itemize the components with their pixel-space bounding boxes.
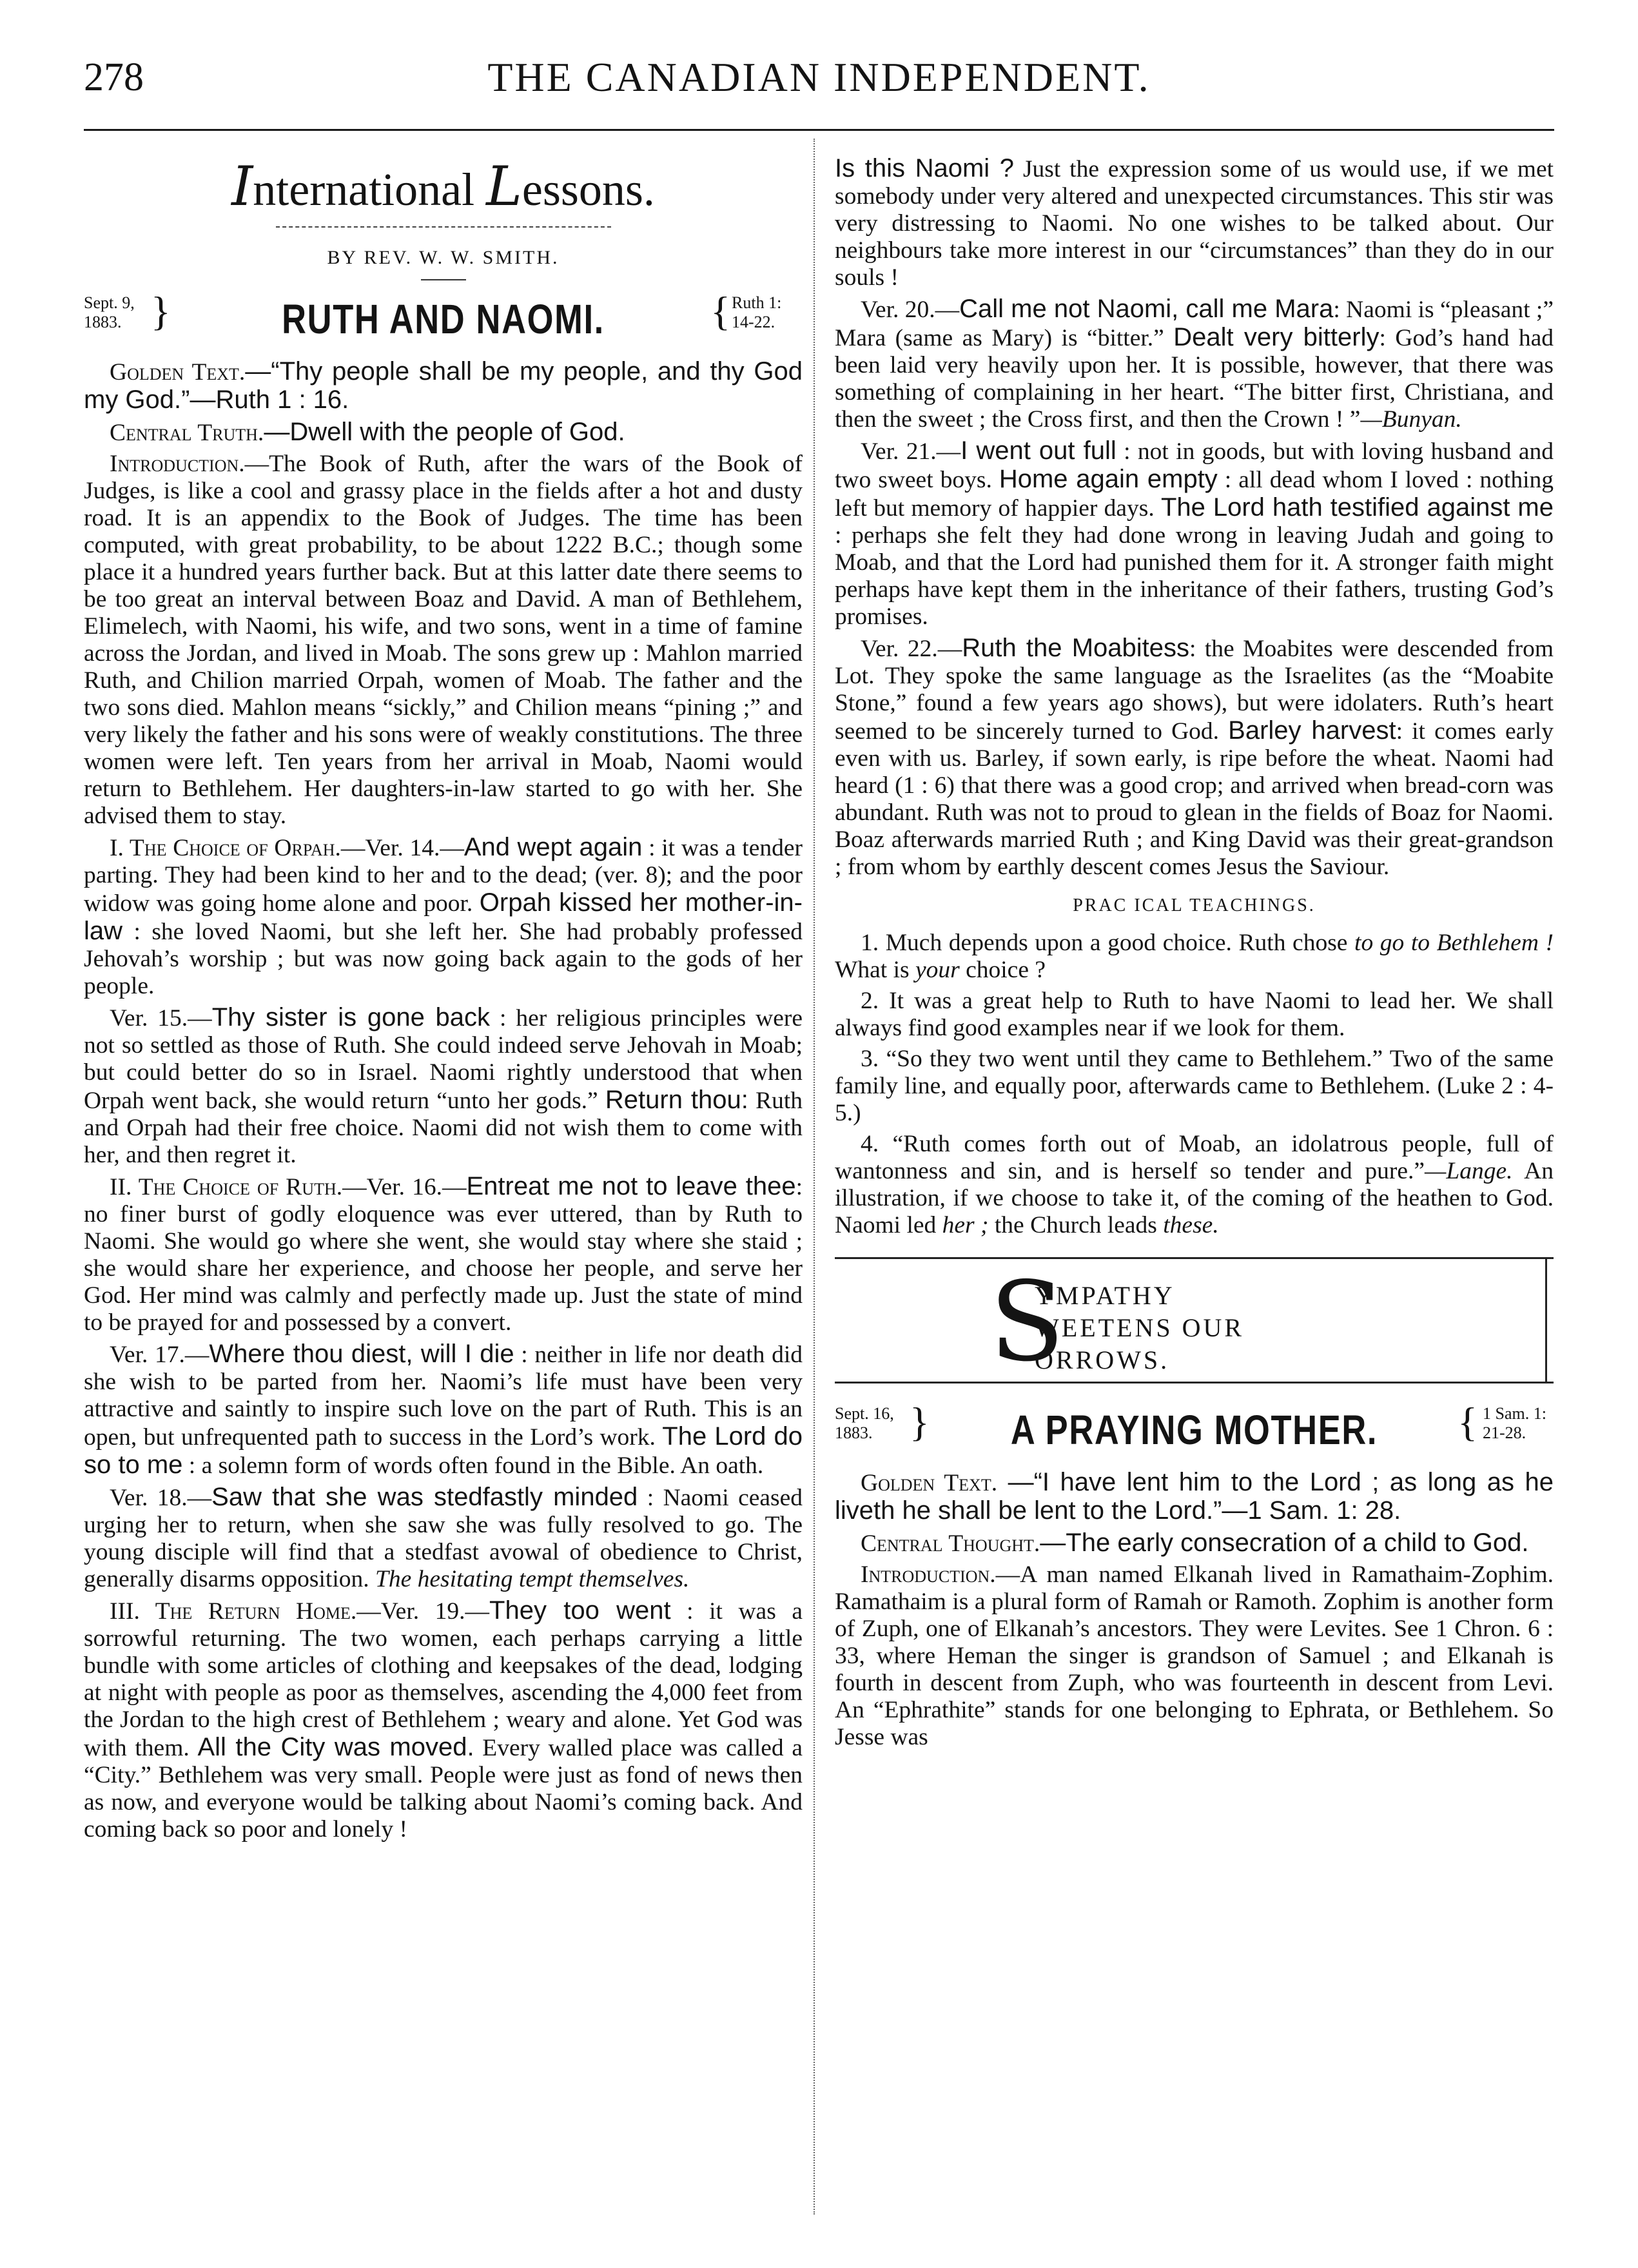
department-title (84, 157, 803, 219)
verse-label: Ver. 20.— (861, 297, 960, 323)
commentary-text: Just the expression some of us would use, if we met somebody under very altered and unexpected circumstances. This stir was very distressing to Naomi. No one wishes to be talked about. Our neighbours take more interest in our “circumstances” than they do in our souls ! (835, 156, 1554, 291)
commentary-text: Every walled place was called a “City.” Bethlehem was very small. People were just as fond of news then as now, and everyone would be talking about Naomi’s coming back. And coming back so poor and lonely ! (84, 1735, 803, 1843)
verse-15-commentary (84, 1004, 803, 1169)
lesson-1-ref-line-2: 14-22. (732, 313, 775, 331)
lesson-2-date-brace: } (910, 1399, 930, 1445)
lesson-1-date-line-1: Sept. 9, (84, 293, 135, 312)
verse-label: —Ver. 14.— (340, 835, 464, 861)
italic-attribution: —Bunyan. (1360, 406, 1462, 433)
lesson-2-date-line-1: Sept. 16, (835, 1404, 894, 1423)
return-home-continued (835, 155, 1554, 291)
key-phrase: I went out full (960, 436, 1116, 465)
italic-remark: The hesitating tempt themselves. (375, 1566, 690, 1592)
advert-border (1545, 1257, 1547, 1383)
key-phrase: Saw that she was stedfastly minded (211, 1483, 638, 1511)
commentary-text: : God’s hand had been laid very heavily upon her. It is possible, however, that there was something of complaining in her heart. “The bitter first, Christiana, and then the sweet ; the Cross first, and then the Crown ! ” (835, 325, 1554, 433)
verse-20-commentary (835, 295, 1554, 433)
verse-label: Ver. 21.— (861, 438, 961, 465)
teaching-1: 1. Much depends upon a good choice. Ruth chose to go to Bethlehem ! What is your choice ? (835, 930, 1554, 983)
golden-text-label: Golden Text. (861, 1470, 998, 1496)
key-phrase: And wept again (463, 833, 643, 861)
running-head (84, 52, 1554, 110)
teaching-4: 4. “Ruth comes forth out of Moab, an idolatrous people, full of wantonness and sin, and is herself so tender and pure.”—Lange. An illustration, if we choose to take it, of the coming of the heathen to God. Naomi led her ; the Church leads these. (835, 1131, 1554, 1238)
lesson-1-date (84, 293, 155, 332)
title-rule (276, 226, 611, 228)
key-phrase: Home again empty (999, 465, 1218, 493)
journal-title: THE CANADIAN INDEPENDENT. (487, 54, 1151, 100)
verse-18-commentary (84, 1483, 803, 1593)
lesson-1-date-line-2: 1883. (84, 313, 122, 331)
central-truth-body: —Dwell with the people of God. (264, 418, 625, 446)
section-label: III. The Return Home. (110, 1598, 357, 1625)
central-thought-body: —The early consecration of a child to God. (1040, 1529, 1529, 1557)
key-phrase: They too went (489, 1596, 671, 1625)
section-label: I. The Choice of Orpah. (110, 835, 341, 861)
lesson-1-ref-brace: { (710, 288, 730, 334)
lesson-1-header (84, 287, 803, 351)
commentary-text: : Naomi ceased urging her to return, when she saw she was fully resolved to go. The young disciple will find that a stedfast avowal of obedience to Christ, generally disarms opposition. (84, 1485, 803, 1592)
lesson-1-central-truth (84, 418, 803, 447)
key-phrase: The Lord hath testified against me (1160, 493, 1554, 522)
advert-line-3: ORROWS. (1035, 1345, 1170, 1374)
lesson-2-introduction (835, 1561, 1554, 1751)
key-phrase: Where thou diest, will I die (209, 1340, 514, 1368)
lesson-1-introduction (84, 451, 803, 830)
central-thought-label: Central Thought. (861, 1530, 1040, 1557)
key-phrase: Thy sister is gone back (211, 1003, 491, 1031)
key-phrase: All the City was moved. (197, 1733, 474, 1761)
advert-line-1: YMPATHY (1035, 1281, 1175, 1310)
introduction-label: Introduction. (861, 1561, 996, 1588)
lesson-2-ref-line-2: 21-28. (1483, 1423, 1526, 1442)
column-divider (814, 139, 815, 2214)
key-phrase: Return thou: (605, 1086, 748, 1114)
lesson-2-title: A PRAYING MOTHER. (1010, 1407, 1378, 1453)
practical-teachings-heading: PRAC ICAL TEACHINGS. (1073, 895, 1316, 915)
commentary-text: : Naomi is “pleasant ;” Mara (same as Mary) is “bitter.” (835, 297, 1554, 351)
advert-content (990, 1258, 1325, 1386)
department-title-part-2: essons. (522, 164, 655, 215)
lesson-2-header (835, 1398, 1554, 1462)
lesson-1-ref-line-1: Ruth 1: (732, 293, 782, 312)
lesson-1-title: RUTH AND NAOMI. (282, 296, 605, 342)
key-phrase: Call me not Naomi, call me Mara (959, 295, 1334, 323)
central-truth-label: Central Truth. (110, 420, 264, 446)
key-phrase: Orpah kissed her mother-in-law (84, 888, 803, 945)
header-rule (84, 129, 1554, 131)
section-choice-of-orpah (84, 834, 803, 1000)
lesson-2-date (835, 1404, 906, 1443)
verse-21-commentary (835, 437, 1554, 631)
commentary-text: : it comes early even with us. Barley, if sown early, is ripe before the wheat. Naomi had heard (1 : 6) that there was a good crop; and arrived when bread-corn was abundant. Ruth was not to proud to glean in the fields of Boaz for Naomi. Boaz afterwards married Ruth ; and King David was their great-grandson ; from whom by earthly descent comes Jesus the Saviour. (835, 718, 1554, 880)
commentary-text: : perhaps she felt they had done wrong in leaving Judah and going to Moab, and that the Lord had punished them for it. A stronger faith might perhaps have kept them in the inheritance of their fathers, trusting God’s promises. (835, 522, 1554, 630)
verse-label: —Ver. 19.— (356, 1598, 490, 1625)
commentary-text: Ruth and Orpah had their free choice. Naomi did not wish them to come with her, and then regret it. (84, 1088, 803, 1168)
commentary-text: : her religious principles were not so settled as those of Ruth. She could indeed serve Jehovah in Moab; but could better do so in Israel. Naomi rightly understood that when Orpah went back, she would return “unto her gods.” (84, 1005, 803, 1114)
key-phrase: Barley harvest (1228, 716, 1396, 745)
verse-label: Ver. 18.— (110, 1485, 212, 1511)
lesson-2-ref-line-1: 1 Sam. 1: (1483, 1404, 1546, 1423)
lesson-1-golden-text (84, 358, 803, 415)
lesson-1-date-brace: } (151, 288, 171, 334)
lesson-2-date-line-2: 1883. (835, 1423, 873, 1442)
lesson-2-ref-brace: { (1458, 1399, 1477, 1445)
key-phrase: Dealt very bitterly (1173, 323, 1380, 351)
advert-initial: S (990, 1258, 1065, 1386)
verse-17-commentary (84, 1340, 803, 1480)
commentary-text: : all dead whom I loved : nothing left but memory of happier days. (835, 467, 1554, 522)
byline: BY REV. W. W. SMITH. (327, 247, 560, 268)
golden-text-body: —“I have lent him to the Lord ; as long as he liveth he shall be lent to the Lord.”—1 Sam. 1: 28. (835, 1468, 1554, 1525)
key-phrase: The Lord do so to me (84, 1422, 803, 1479)
commentary-text: : neither in life nor death did she wish to be parted from her. Naomi’s life must have been very attractive and saintly to inspire such love on the part of Ruth. This is an open, but unfrequented path to success in the Lord’s work. (84, 1342, 803, 1451)
lesson-2-reference (1483, 1404, 1554, 1443)
department-title-part-1: nternational (253, 164, 487, 215)
introduction-body: —The Book of Ruth, after the wars of the Book of Judges, is like a cool and grassy place in the fields after a hot and dusty road. It is an appendix to the Book of Judges. The time has been computed, with great probability, to be about 1222 B.C.; though some place it a hundred years further back. But at this latter date there seems to be too great an interval between Boaz and David. A man of Bethlehem, Elimelech, with Naomi, his wife, and two sons, went in a time of famine across the Jordan, and lived in Moab. The sons grew up : Mahlon married Ruth, and Chilion married Orpah, women of Moab. The father and the two sons died. Mahlon means “sickly,” and Chilion means “pining ;” and very likely the father and his sons were of weakly constitutions. The three women were left. Ten years from her arrival in Moab, Naomi would return to Bethlehem. Her daughters-in-law started to go with her. She advised them to stay. (84, 451, 803, 829)
verse-22-commentary (835, 634, 1554, 881)
commentary-text: : not in goods, but with loving husband and two sweet boys. (835, 438, 1554, 493)
commentary-text: : it was a tender parting. They had been kind to her and to the dead; (ver. 8); and the poor widow was going home alone and poor. (84, 835, 803, 917)
page-number: 278 (84, 55, 144, 99)
section-choice-of-ruth (84, 1173, 803, 1336)
advert-line-2: WEETENS OUR (1035, 1313, 1245, 1342)
key-phrase: Entreat me not to leave thee (466, 1172, 796, 1200)
advert-lines (1035, 1280, 1244, 1376)
introduction-label: Introduction. (110, 451, 245, 477)
commentary-text: : it was a sorrowful returning. The two women, each perhaps carrying a little bundle with some articles of clothing and keepsakes of the dead, lodging at night with people as poor as themselves, ascending the 4,000 feet from the Jordan to the high crest of Bethlehem ; weary and alone. Yet God was with them. (84, 1598, 803, 1761)
lesson-1-reference (732, 293, 803, 332)
teaching-3: 3. “So they two went until they came to Bethlehem.” Two of the same family line, and equally poor, afterwards came to Bethlehem. (Luke 2 : 4-5.) (835, 1046, 1554, 1126)
sympathy-advert (835, 1257, 1554, 1386)
key-phrase: Is this Naomi ? (835, 154, 1015, 182)
verse-label: Ver. 22.— (861, 636, 962, 662)
right-column (835, 155, 1554, 1755)
verse-label: Ver. 17.— (110, 1342, 210, 1368)
commentary-text: : no finer burst of godly eloquence was ever uttered, than by Ruth to Naomi. She would go where she went, she would stay where she staid ; she would share her experience, and choose her people, and serve her God. Her mind was calmly and perfectly made up. Just the state of mind to be prayed for and possessed by a convert. (84, 1174, 803, 1336)
introduction-body: —A man named Elkanah lived in Ramathaim-Zophim. Ramathaim is a plural form of Ramah or Ramoth. Zophim is another form of Zuph, one of Elkanah’s ancestors. They were Levites. See 1 Chron. 6 : 33, where Heman the singer is grandson of Samuel ; and Elkanah is fourth in descent from Zuph, who was fourteenth in descent from Levi. An “Ephrathite” stands for one belonging to Ephrata, or Bethlehem. So Jesse was (835, 1561, 1554, 1750)
lesson-2-central-thought (835, 1529, 1554, 1558)
key-phrase: Ruth the Moabitess (962, 634, 1189, 662)
golden-text-label: Golden Text. (110, 359, 246, 386)
commentary-text: : she loved Naomi, but she left her. She had probably professed Jehovah’s worship ; but was now going back again to the gods of her people. (84, 919, 803, 999)
department-initial-1: I (231, 155, 253, 218)
left-column (84, 155, 803, 1847)
verse-label: Ver. 15.— (110, 1005, 212, 1031)
byline-rule (421, 279, 466, 280)
golden-text-body: —“Thy people shall be my people, and thy God my God.”—Ruth 1 : 16. (84, 357, 803, 414)
section-label: II. The Choice of Ruth. (110, 1174, 343, 1200)
commentary-text: : a solemn form of words often found in the Bible. An oath. (182, 1452, 764, 1479)
lesson-2-golden-text (835, 1469, 1554, 1525)
verse-label: —Ver. 16.— (342, 1174, 467, 1200)
teaching-2: 2. It was a great help to Ruth to have Naomi to lead her. We shall always find good examples near if we look for them. (835, 988, 1554, 1041)
section-return-home (84, 1597, 803, 1843)
commentary-text: : the Moabites were descended from Lot. They spoke the same language as the Israelites (as the “Moabite Stone,” found a few years ago shows), but were idolaters. Ruth’s heart seemed to be sincerely turned to God. (835, 636, 1554, 745)
department-initial-2: L (486, 155, 522, 218)
